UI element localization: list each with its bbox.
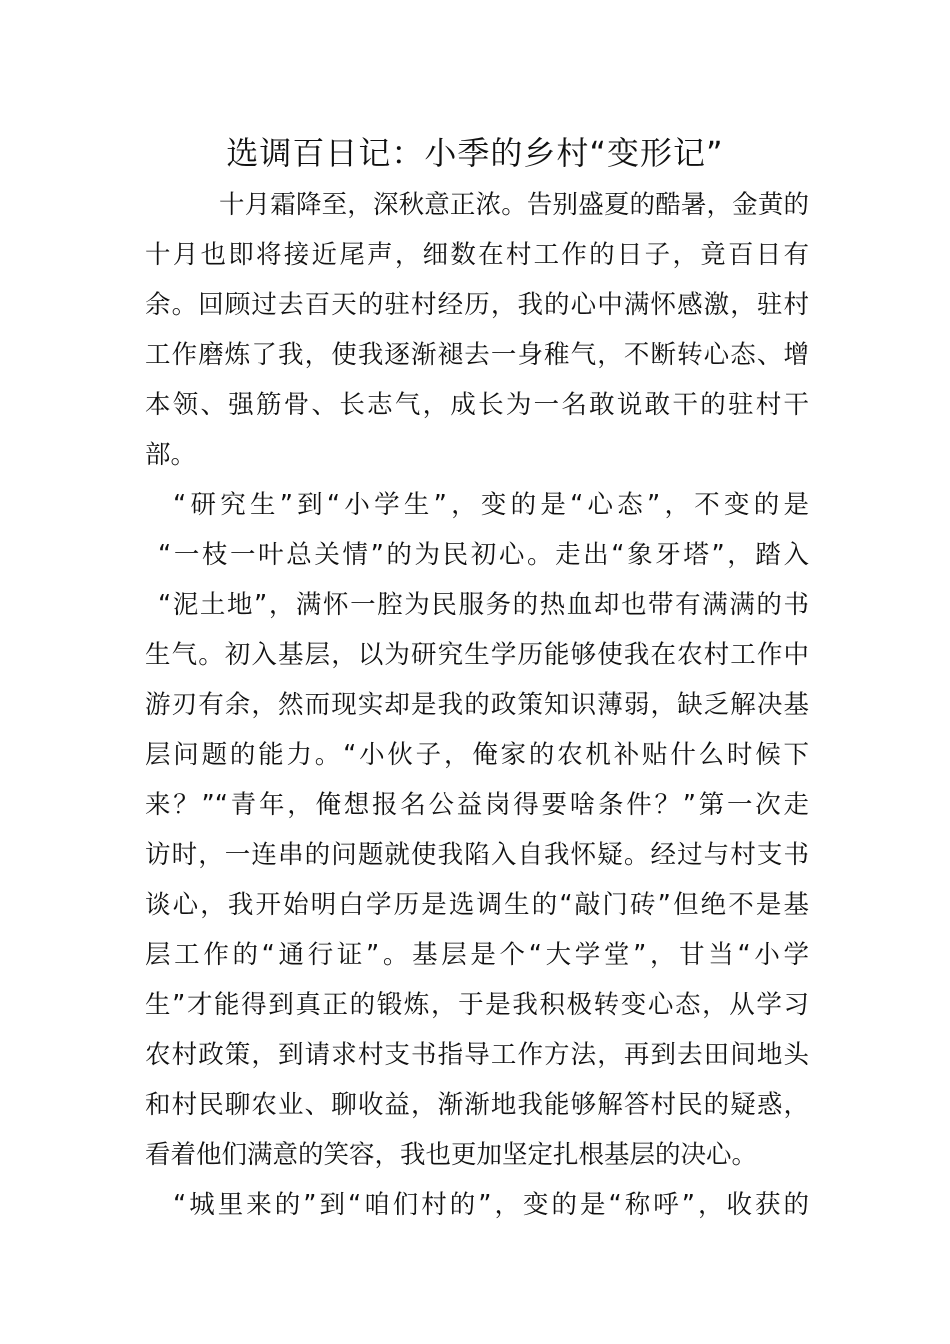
document-body: [145, 180, 809, 1230]
paragraph-2-line-5: 游刃有余，然而现实却是我的政策知识薄弱，缺乏解决基: [145, 690, 809, 720]
paragraph-2-line-10: 层工作的“通行证”。基层是个“大学堂”，甘当“小学: [145, 940, 809, 970]
paragraph-1-line-4: 工作磨炼了我，使我逐渐褪去一身稚气，不断转心态、增: [145, 340, 809, 370]
paragraph-1-line-3: 余。回顾过去百天的驻村经历，我的心中满怀感激，驻村: [145, 290, 809, 320]
paragraph-2-line-6: 层问题的能力。“小伙子，俺家的农机补贴什么时候下: [145, 740, 809, 770]
document-title: 选调百日记：小季的乡村“变形记”: [226, 134, 724, 172]
paragraph-1-line-6: 部。: [145, 440, 197, 470]
paragraph-1-line-2: 十月也即将接近尾声，细数在村工作的日子，竟百日有: [145, 240, 809, 270]
paragraph-2-line-3: “泥土地”，满怀一腔为民服务的热血却也带有满满的书: [158, 590, 809, 620]
paragraph-2-line-8: 访时，一连串的问题就使我陷入自我怀疑。经过与村支书: [145, 840, 809, 870]
paragraph-2-line-13: 和村民聊农业、聊收益，渐渐地我能够解答村民的疑惑，: [145, 1090, 809, 1120]
paragraph-2-line-11: 生”才能得到真正的锻炼，于是我积极转变心态，从学习: [145, 990, 809, 1020]
paragraph-2-line-1: “研究生”到“小学生”，变的是“心态”，不变的是: [173, 490, 809, 520]
paragraph-2-line-14: 看着他们满意的笑容，我也更加坚定扎根基层的决心。: [145, 1140, 758, 1170]
paragraph-2-line-12: 农村政策，到请求村支书指导工作方法，再到去田间地头: [145, 1040, 809, 1070]
paragraph-2-line-2: “一枝一叶总关情”的为民初心。走出“象牙塔”，踏入: [158, 540, 809, 570]
paragraph-1-line-5: 本领、强筋骨、长志气，成长为一名敢说敢干的驻村干: [145, 390, 809, 420]
paragraph-1-line-1: 十月霜降至，深秋意正浓。告别盛夏的酷暑，金黄的: [219, 190, 809, 220]
paragraph-2-line-7: 来？”“青年，俺想报名公益岗得要啥条件？”第一次走: [145, 790, 809, 820]
paragraph-2-line-9: 谈心，我开始明白学历是选调生的“敲门砖”但绝不是基: [145, 890, 809, 920]
paragraph-2-line-4: 生气。初入基层，以为研究生学历能够使我在农村工作中: [145, 640, 809, 670]
paragraph-3-line-1: “城里来的”到“咱们村的”，变的是“称呼”，收获的: [173, 1190, 809, 1220]
